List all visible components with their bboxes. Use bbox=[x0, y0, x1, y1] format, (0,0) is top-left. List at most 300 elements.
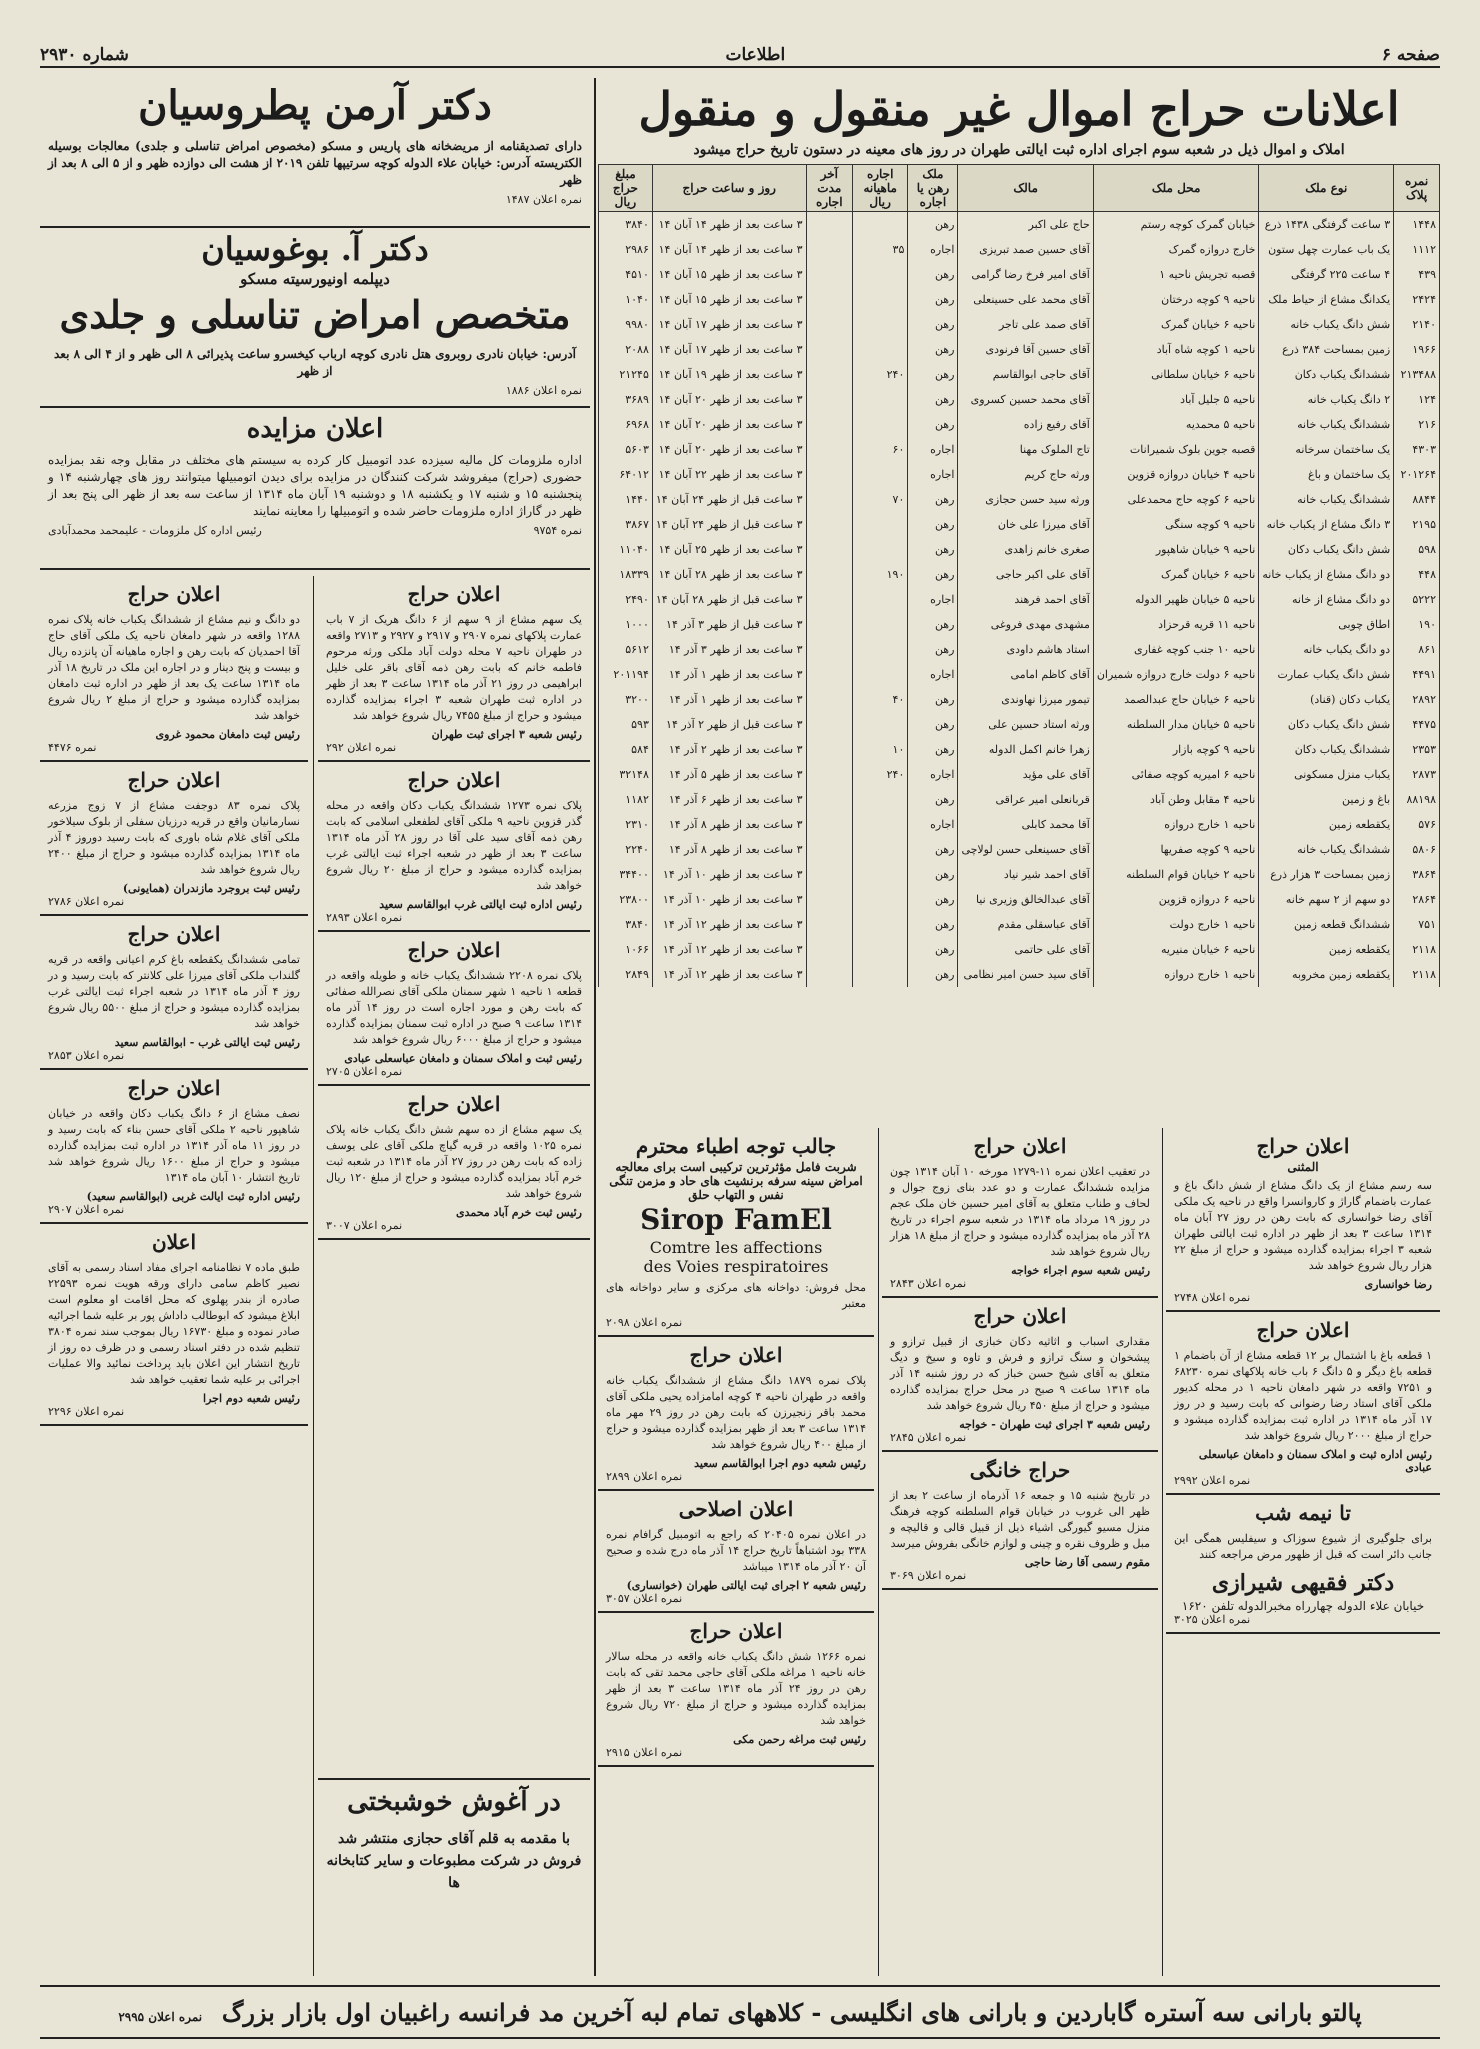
table-cell: ناحیه ۱ خارج دروازه bbox=[1093, 812, 1259, 837]
notice-ref: رضا خوانساری bbox=[1364, 1278, 1432, 1291]
notice-title: جالب توجه اطباء محترم bbox=[635, 1134, 837, 1158]
notice-text: پلاک نمره ۱۸۷۹ دانگ مشاع از ششدانگ یکباب خانه واقعه در طهران ناحیه ۴ کوچه امامزاده یحیی ملکی آقای محمد باقر زنجیرزن که بابت رهن در روز ۲۹ مهر ماه ۱۳۱۴ ساعت ۳ بعد از ظهر بمزایده گذارده میشود و حراج از مبلغ ۴۰۰ ریال شروع خواهد شد bbox=[606, 1374, 867, 1451]
table-cell bbox=[853, 937, 908, 962]
table-cell bbox=[806, 312, 852, 337]
notice-ref: مقوم رسمی آقا رضا حاجی bbox=[1024, 1556, 1150, 1569]
table-cell: ۲۱۳۴۸۸ bbox=[1394, 362, 1440, 387]
table-cell: ناحیه ۱۰ جنب کوچه غفاری bbox=[1093, 637, 1259, 662]
notice-text: محل فروش: دواخانه های مرکزی و سایر دواخانه های معتبر bbox=[606, 1281, 866, 1310]
page-number: صفحه ۶ bbox=[1381, 45, 1440, 65]
notices-column-b bbox=[318, 576, 590, 1706]
notice-ref: رئیس ثبت و املاک سمنان و دامغان عباسعلی عبادی bbox=[344, 1052, 582, 1065]
doctor-ad-boghossian bbox=[40, 226, 590, 408]
table-cell: یکباب منزل مسکونی bbox=[1259, 762, 1394, 787]
table-row bbox=[599, 237, 1440, 262]
table-cell bbox=[806, 962, 852, 987]
table-header-cell: مالک bbox=[958, 165, 1093, 212]
table-cell: ناحیه ۶ دروازه قزوین bbox=[1093, 887, 1259, 912]
table-row bbox=[599, 912, 1440, 937]
table-cell: ناحیه ۹ کوچه درختان bbox=[1093, 287, 1259, 312]
notice-title: اعلان حراج bbox=[127, 1076, 221, 1100]
table-cell: ۲۳۸۰۰ bbox=[599, 887, 653, 912]
table-cell: ۳ ساعت بعد از ظهر ۱۵ آبان ۱۴ bbox=[652, 262, 806, 287]
table-cell: یکقطعه زمین bbox=[1259, 937, 1394, 962]
notice bbox=[1166, 1495, 1440, 1634]
table-cell: ۲۱۹۵ bbox=[1394, 512, 1440, 537]
table-cell: ۶۰ bbox=[853, 437, 908, 462]
table-cell: ۱۰۶۶ bbox=[599, 937, 653, 962]
table-cell: ۳ ساعت بعد از ظهر ۲ آذر ۱۴ bbox=[652, 737, 806, 762]
notice bbox=[598, 1613, 874, 1767]
table-cell: ۱۴۴۸ bbox=[1394, 212, 1440, 238]
notices-column-d bbox=[882, 1128, 1158, 1976]
notice-title: اعلان اصلاحی bbox=[678, 1497, 794, 1521]
notice bbox=[40, 916, 308, 1070]
table-cell bbox=[853, 612, 908, 637]
table-cell: آقای علی مؤید bbox=[958, 762, 1093, 787]
table-cell: ۲۸۶۴ bbox=[1394, 887, 1440, 912]
table-cell: تاج الملوک مهنا bbox=[958, 437, 1093, 462]
bottom-advertisement bbox=[40, 1985, 1440, 2039]
notice bbox=[598, 1128, 874, 1337]
table-row bbox=[599, 637, 1440, 662]
notice-text: نمره ۱۲۶۶ شش دانگ یکباب خانه واقعه در محله سالار خانه ناحیه ۱ مراغه ملکی آقای حاجی محمد تقی که بابت رهن در روز ۲۴ آذر ماه ۱۳۱۴ ساعت ۳ بعد از ظهر بمزایده گذارده میشود و حراج از مبلغ ۷۲۰ ریال شروع خواهد شد bbox=[606, 1650, 867, 1727]
table-cell: ورثه حاج کریم bbox=[958, 462, 1093, 487]
table-cell: اطاق چوبی bbox=[1259, 612, 1394, 637]
table-cell: آقای محمد حسین کسروی bbox=[958, 387, 1093, 412]
table-cell: آقای حسین آقا فرنودی bbox=[958, 337, 1093, 362]
ad2-ref: نمره اعلان ۱۸۸۶ bbox=[505, 384, 582, 397]
table-cell: آقا محمد کابلی bbox=[958, 812, 1093, 837]
table-row bbox=[599, 437, 1440, 462]
table-cell: آقای کاظم امامی bbox=[958, 662, 1093, 687]
table-cell: آقای امیر فرخ رضا گرامی bbox=[958, 262, 1093, 287]
table-cell: ناحیه ۱۱ قریه قرحزاد bbox=[1093, 612, 1259, 637]
notices-column-a bbox=[40, 576, 308, 1976]
notice-text: یک سهم مشاع از ۹ سهم از ۶ دانگ هریک از ۷ باب عمارت پلاکهای نمره ۲۹۰۷ و ۲۹۱۷ و ۲۹۲۷ و ۲۷۱۳ واقعه در طهران ناحیه ۷ محله دولت آباد ملکی ورثه مرحوم فاطمه خانم که بابت رهن ذمه آقای باقر علی خلیل ابراهیمی در روز ۲۱ آذر ماه ۱۳۱۴ ساعت ۳ بعد از ظهر در اداره ثبت طهران شعبه ۳ اجراء بمزایده گذارده میشود و حراج از مبلغ ۷۴۵۵ ریال شروع خواهد شد bbox=[326, 613, 583, 722]
notice-title: حراج خانگی bbox=[969, 1458, 1071, 1482]
table-cell: ناحیه ۶ خیابان گمرک bbox=[1093, 562, 1259, 587]
table-cell: یکقطعه زمین bbox=[1259, 812, 1394, 837]
table-cell: رهن bbox=[908, 212, 958, 238]
table-cell: اجاره bbox=[908, 437, 958, 462]
issue-number: شماره ۲۹۳۰ bbox=[40, 45, 129, 65]
ad3-num: نمره ۹۷۵۴ bbox=[533, 524, 582, 537]
table-cell: ۲۸۴۹ bbox=[599, 962, 653, 987]
table-cell bbox=[806, 412, 852, 437]
notice bbox=[882, 1452, 1158, 1590]
table-cell bbox=[806, 437, 852, 462]
table-cell: ۳ ساعت بعد از ظهر ۱۷ آبان ۱۴ bbox=[652, 337, 806, 362]
table-cell: ۴۳۹ bbox=[1394, 262, 1440, 287]
column-rule bbox=[313, 576, 314, 1976]
table-cell: رهن bbox=[908, 887, 958, 912]
table-cell: ۳ ساعت بعد از ظهر ۲۰ آبان ۱۴ bbox=[652, 412, 806, 437]
table-cell bbox=[853, 412, 908, 437]
table-row bbox=[599, 687, 1440, 712]
notice-text: پلاک نمره ۲۲۰۸ ششدانگ یکباب خانه و طویله واقعه در قطعه ۱ ناحیه ۱ شهر سمنان ملکی آقای نصرالله صفائی که بابت رهن و مورد اجاره است در روز ۱۴ آذر ماه ۱۳۱۴ ساعت ۹ صبح در اداره ثبت سمنان بمزایده گذارده میشود و حراج از مبلغ ۶۰۰۰ ریال شروع خواهد شد bbox=[326, 969, 582, 1046]
table-cell: آقای صمد علی تاجر bbox=[958, 312, 1093, 337]
notice-number: نمره اعلان ۲۹۹۲ bbox=[1174, 1474, 1251, 1487]
ad1-text: دارای تصدیقنامه از مریضخانه های پاریس و مسکو (مخصوص امراض تناسلی و جلدی) معالجات بوسیله الکتریسته آدرس: خیابان علاء الدوله کوچه سرتیپها تلفن ۲۰۱۹ از هشت الی دوازده ظهر و از ۵ الی ۸ بعد از ظهر bbox=[48, 139, 582, 187]
table-cell: ناحیه ۵ جلیل آباد bbox=[1093, 387, 1259, 412]
notice bbox=[40, 576, 308, 762]
table-cell: ۸۶۱ bbox=[1394, 637, 1440, 662]
table-header-cell: اجاره ماهیانه ریال bbox=[853, 165, 908, 212]
table-cell: ناحیه ۴ مقابل وطن آباد bbox=[1093, 787, 1259, 812]
notice-title: اعلان حراج bbox=[407, 768, 501, 792]
ad3-ref: رئیس اداره کل ملزومات - علیمحمد محمدآبادی bbox=[48, 524, 262, 537]
table-header-cell: نمره پلاک bbox=[1394, 165, 1440, 212]
table-cell: ۲۱۱۸ bbox=[1394, 962, 1440, 987]
table-row bbox=[599, 662, 1440, 687]
table-cell bbox=[853, 637, 908, 662]
table-cell: ۳ ساعت بعد از ظهر ۱ آذر ۱۴ bbox=[652, 687, 806, 712]
table-row bbox=[599, 862, 1440, 887]
table-cell bbox=[806, 612, 852, 637]
table-row bbox=[599, 812, 1440, 837]
table-body bbox=[599, 212, 1440, 988]
notice-number: نمره اعلان ۲۷۰۵ bbox=[326, 1065, 403, 1078]
table-cell: ۴۴۷۵ bbox=[1394, 712, 1440, 737]
table-cell: ۲۲۴۰ bbox=[599, 837, 653, 862]
table-cell: رهن bbox=[908, 537, 958, 562]
table-cell bbox=[806, 912, 852, 937]
table-cell: قصبه جوین بلوک شمیرانات bbox=[1093, 437, 1259, 462]
table-cell bbox=[806, 812, 852, 837]
table-cell bbox=[806, 762, 852, 787]
notices-column-e bbox=[1166, 1128, 1440, 1976]
column-rule bbox=[1162, 1128, 1163, 1976]
table-cell: رهن bbox=[908, 387, 958, 412]
table-cell: دو دانگ یکباب خانه bbox=[1259, 637, 1394, 662]
table-row bbox=[599, 362, 1440, 387]
notice-ref: رئیس ثبت مراغه رحمن مکی bbox=[733, 1733, 866, 1746]
table-cell: ناحیه ۶ خیابان حاج عبدالصمد bbox=[1093, 687, 1259, 712]
notice bbox=[882, 1298, 1158, 1452]
table-cell bbox=[806, 212, 852, 238]
table-row bbox=[599, 587, 1440, 612]
table-header-cell: مبلغ حراج ریال bbox=[599, 165, 653, 212]
table-cell: رهن bbox=[908, 487, 958, 512]
notice-ref: رئیس شعبه ۳ اجرای ثبت طهران bbox=[431, 728, 582, 741]
table-cell: ناحیه ۵ خیابان ظهیر الدوله bbox=[1093, 587, 1259, 612]
table-cell: ۳ ساعت بعد از ظهر ۱۴ آبان ۱۴ bbox=[652, 237, 806, 262]
notice-text: تمامی ششدانگ یکقطعه باغ کرم اعیانی واقعه در قریه گلنداب ملکی آقای میرزا علی کلانتر که بابت رسید و در روز ۴ آذر ماه ۱۳۱۴ در شعبه اجراء ثبت ایالتی غرب بمزایده گذارده میشود و حراج از مبلغ ۵۵۰۰ ریال شروع خواهد شد bbox=[48, 953, 301, 1030]
table-cell: ۷۵۱ bbox=[1394, 912, 1440, 937]
table-cell: آقای احمد شیر نیاد bbox=[958, 862, 1093, 887]
table-cell: دو سهم از ۲ سهم خانه bbox=[1259, 887, 1394, 912]
notice-title: اعلان حراج bbox=[973, 1304, 1067, 1328]
notice bbox=[882, 1128, 1158, 1298]
table-cell: ۹۹۸۰ bbox=[599, 312, 653, 337]
notice-ref: رئیس اداره ثبت و املاک سمنان و دامغان عباسعلی عبادی bbox=[1198, 1448, 1432, 1474]
table-cell: رهن bbox=[908, 287, 958, 312]
main-subtitle: املاک و اموال ذیل در شعبه سوم اجرای اداره ثبت ایالتی طهران در روز های معینه در دستون تاریخ حراج میشود bbox=[693, 142, 1345, 158]
table-cell: یک ساختمان و باغ bbox=[1259, 462, 1394, 487]
table-cell: ناحیه ۵ خیابان مدار السلطنه bbox=[1093, 712, 1259, 737]
table-cell: ۲۰۸۸ bbox=[599, 337, 653, 362]
table-cell: ناحیه ۶ دولت خارج دروازه شمیران bbox=[1093, 662, 1259, 687]
notice-number: نمره اعلان ۲۸۴۳ bbox=[890, 1277, 967, 1290]
table-cell: رهن bbox=[908, 912, 958, 937]
table-cell: ۳ ساعت گرفتگی ۱۴۳۸ ذرع bbox=[1259, 212, 1394, 238]
table-cell: رهن bbox=[908, 962, 958, 987]
table-row bbox=[599, 512, 1440, 537]
book-text: با مقدمه به قلم آقای حجازی منتشر شد فروش در شرکت مطبوعات و سایر کتابخانه ها bbox=[326, 1831, 582, 1891]
table-row bbox=[599, 612, 1440, 637]
table-cell: ۲۹۸۶ bbox=[599, 237, 653, 262]
table-cell bbox=[806, 562, 852, 587]
notice-number: نمره اعلان ۲۸۵۳ bbox=[48, 1049, 125, 1062]
table-cell: ۱۱۸۲ bbox=[599, 787, 653, 812]
table-cell: ششدانگ یکباب خانه bbox=[1259, 837, 1394, 862]
notice bbox=[40, 762, 308, 916]
table-header-cell: آخر مدت اجاره bbox=[806, 165, 852, 212]
table-cell: رهن bbox=[908, 687, 958, 712]
table-cell: ۷۰ bbox=[853, 487, 908, 512]
column-rule bbox=[878, 1128, 879, 1976]
table-cell bbox=[853, 812, 908, 837]
bottom-ad-text: پالتو بارانی سه آستره گاباردین و بارانی های انگلیسی - کلاههای تمام لبه آخرین مد فرانسه راغبیان اول بازار بزرگ bbox=[221, 1998, 1362, 2027]
table-cell: ۳۲۰۰ bbox=[599, 687, 653, 712]
table-cell: قصبه تجریش ناحیه ۱ bbox=[1093, 262, 1259, 287]
table-cell: رهن bbox=[908, 612, 958, 637]
table-cell: ۵۸۴ bbox=[599, 737, 653, 762]
table-row bbox=[599, 737, 1440, 762]
table-cell: ۵۷۶ bbox=[1394, 812, 1440, 837]
table-cell bbox=[806, 287, 852, 312]
ad2-specialty: متخصص امراض تناسلی و جلدی bbox=[59, 292, 571, 337]
notice-text: در تاریخ شنبه ۱۵ و جمعه ۱۶ آذرماه از ساعت ۲ بعد از ظهر الی غروب در خیابان قوام السلطنه کوچه فرهنگ منزل مسیو گیورگی اشیاء ذیل از قبیل قالی و قالیچه و مبل و ظروف نقره و چینی و لوازم خانگی بفروش میرسد bbox=[890, 1489, 1151, 1550]
notice-number: نمره اعلان ۲۷۸۶ bbox=[48, 895, 125, 908]
notice-text: مقداری اسباب و اثاثیه دکان خبازی از قبیل ترازو و پیشخوان و سنگ ترازو و فرش و تاوه و سیخ و دیگ متعلق به آقای شیخ حسن خباز که در روز شنبه ۱۴ آذر ماه ۱۳۱۴ ساعت ۹ صبح در محل حراج بمزایده گذارده میشود و حراج از مبلغ ۴۵۰ ریال شروع خواهد شد bbox=[890, 1335, 1150, 1412]
ad2-title: دکتر آ. بوغوسیان bbox=[201, 230, 429, 268]
table-row bbox=[599, 712, 1440, 737]
notice-number: نمره اعلان ۳۰۰۷ bbox=[326, 1219, 403, 1232]
notice-latin: des Voies respiratoires bbox=[643, 1257, 829, 1276]
notice-title: اعلان حراج bbox=[127, 922, 221, 946]
notice-title: اعلان حراج bbox=[973, 1134, 1067, 1158]
notice-title: اعلان حراج bbox=[689, 1619, 783, 1643]
table-cell bbox=[806, 887, 852, 912]
table-cell: قربانعلی امیر عراقی bbox=[958, 787, 1093, 812]
notice-title: اعلان حراج bbox=[1256, 1134, 1350, 1158]
notice-ref: رئیس شعبه دوم اجرا bbox=[203, 1392, 300, 1405]
table-cell: ۴۴۸ bbox=[1394, 562, 1440, 587]
table-cell: ۲۳۱۰ bbox=[599, 812, 653, 837]
table-cell: ۲ دانگ یکباب خانه bbox=[1259, 387, 1394, 412]
table-cell: ۳ ساعت بعد از ظهر ۲۲ آبان ۱۴ bbox=[652, 462, 806, 487]
notices-column-c bbox=[598, 1128, 874, 1976]
table-cell: ۳۲۱۴۸ bbox=[599, 762, 653, 787]
table-cell bbox=[853, 537, 908, 562]
notice-number: نمره اعلان ۲۷۴۸ bbox=[1174, 1291, 1251, 1304]
table-cell: زمین بمساحت ۳ هزار ذرع bbox=[1259, 862, 1394, 887]
notice-number: نمره اعلان ۲۸۹۳ bbox=[326, 911, 403, 924]
table-cell bbox=[806, 862, 852, 887]
table-row bbox=[599, 562, 1440, 587]
notice bbox=[1166, 1128, 1440, 1312]
table-cell: خارج دروازه گمرک bbox=[1093, 237, 1259, 262]
table-cell: ورثه سید حسن حجازی bbox=[958, 487, 1093, 512]
table-cell: ۸۸۴۴ bbox=[1394, 487, 1440, 512]
table-cell: آقای عباسقلی مقدم bbox=[958, 912, 1093, 937]
table-cell: ۲۱۴۰ bbox=[1394, 312, 1440, 337]
notice-text: ۱ قطعه باغ با اشتمال بر ۱۲ قطعه مشاع از آن باضمام ۱ قطعه باغ دیگر و ۵ دانگ ۶ باب خانه پلاکهای نمره ۶۸۲۳۰ و ۷۲۵۱ واقعه در شهر دامغان ناحیه ۱ در محله کدیور ملکی آقای استاد رضا رضوانی که بابت رسید و در روز ۱۷ آذر ماه ۱۳۱۴ در اداره ثبت بمزایده گذارده میشود و حراج از مبلغ ۲۰۰۰ ریال شروع خواهد شد bbox=[1174, 1349, 1433, 1442]
table-row bbox=[599, 887, 1440, 912]
table-cell: ناحیه ۹ کوچه سنگی bbox=[1093, 512, 1259, 537]
notice bbox=[598, 1491, 874, 1613]
table-cell: ۵۶۰۳ bbox=[599, 437, 653, 462]
table-cell: رهن bbox=[908, 712, 958, 737]
table-cell bbox=[806, 737, 852, 762]
table-cell: ۱۰ bbox=[853, 737, 908, 762]
table-cell: ناحیه ۲ خیابان قوام السلطنه bbox=[1093, 862, 1259, 887]
table-cell: زهرا خانم اکمل الدوله bbox=[958, 737, 1093, 762]
ad1-title: دکتر آرمن پطروسیان bbox=[138, 82, 492, 129]
notice-text: در اعلان نمره ۲۰۴۰۵ که راجع به اتومبیل گرافام نمره ۳۳۸ بود اشتباهاً تاریخ حراج ۱۴ آذر ماه درج شده و صحیح آن ۲۰ آذر ماه ۱۳۱۴ میباشد bbox=[606, 1528, 867, 1573]
table-cell: ناحیه ۹ کوچه بازار bbox=[1093, 737, 1259, 762]
table-cell: دو دانگ مشاع از خانه bbox=[1259, 587, 1394, 612]
table-cell bbox=[806, 837, 852, 862]
table-cell: رهن bbox=[908, 312, 958, 337]
table-cell: رهن bbox=[908, 512, 958, 537]
table-cell: آقای حسینعلی حسن لولاچی bbox=[958, 837, 1093, 862]
table-cell: ۳۸۶۴ bbox=[1394, 862, 1440, 887]
notice-text: دو دانگ و نیم مشاع از ششدانگ یکباب خانه پلاک نمره ۱۲۸۸ واقعه در شهر دامغان ناحیه یک ملکی آقای حاج آقا احمدیان که بابت رهن و اجاره ماهیانه آن پانزده ریال و بیست و پنج دینار و در اجاره این ملک در تاریخ ۱۸ آذر ماه ۱۳۱۴ ساعت یک بعد از ظهر در اداره ثبت دامغان بمزایده گذارده میشود و حراج از مبلغ ۲ ریال شروع خواهد شد bbox=[48, 613, 301, 722]
table-cell: آقای علی حاتمی bbox=[958, 937, 1093, 962]
table-cell: رهن bbox=[908, 337, 958, 362]
table-cell: ۳ ساعت بعد از ظهر ۸ آذر ۱۴ bbox=[652, 837, 806, 862]
table-cell bbox=[853, 312, 908, 337]
table-cell bbox=[853, 712, 908, 737]
table-cell: ۳۸۴۰ bbox=[599, 212, 653, 238]
table-cell: ۱۹۰ bbox=[1394, 612, 1440, 637]
table-cell: آقای علی اکبر حاجی bbox=[958, 562, 1093, 587]
table-cell: ۱۹۰ bbox=[853, 562, 908, 587]
table-cell: رهن bbox=[908, 862, 958, 887]
table-cell: ۳ ساعت قبل از ظهر ۲۴ آبان ۱۴ bbox=[652, 487, 806, 512]
table-cell: ۳ ساعت بعد از ظهر ۱۴ آبان ۱۴ bbox=[652, 212, 806, 238]
table-cell: ۱۸۳۳۹ bbox=[599, 562, 653, 587]
table-cell: ۵۶۱۲ bbox=[599, 637, 653, 662]
table-cell bbox=[806, 237, 852, 262]
table-cell bbox=[806, 712, 852, 737]
table-cell: ۳ ساعت قبل از ظهر ۲ آذر ۱۴ bbox=[652, 712, 806, 737]
table-cell: صغری خانم زاهدی bbox=[958, 537, 1093, 562]
table-cell: ۳ ساعت بعد از ظهر ۱ آذر ۱۴ bbox=[652, 662, 806, 687]
table-cell: رهن bbox=[908, 412, 958, 437]
table-cell bbox=[853, 962, 908, 987]
table-cell: یکدانگ مشاع از حیاط ملک bbox=[1259, 287, 1394, 312]
table-row bbox=[599, 412, 1440, 437]
table-cell: ۳ ساعت بعد از ظهر ۳ آذر ۱۴ bbox=[652, 637, 806, 662]
table-cell: ناحیه ۹ کوچه صفریها bbox=[1093, 837, 1259, 862]
table-cell: ۱۰۴۰ bbox=[599, 287, 653, 312]
table-cell bbox=[853, 887, 908, 912]
notice-ref: رئیس شعبه دوم اجرا ابوالقاسم سعید bbox=[694, 1457, 866, 1470]
table-cell: ۳ ساعت بعد از ظهر ۱۲ آذر ۱۴ bbox=[652, 962, 806, 987]
notice-number: نمره اعلان ۲۹۲ bbox=[326, 741, 397, 754]
table-cell: مشهدی مهدی فروغی bbox=[958, 612, 1093, 637]
table-cell bbox=[853, 912, 908, 937]
table-cell bbox=[806, 512, 852, 537]
table-cell: ششدانگ یکباب خانه bbox=[1259, 487, 1394, 512]
table-cell: ۶۹۶۸ bbox=[599, 412, 653, 437]
table-cell bbox=[806, 687, 852, 712]
table-cell: ۲۴۰ bbox=[853, 362, 908, 387]
table-cell bbox=[806, 637, 852, 662]
table-cell: ۲۰۱۱۹۴ bbox=[599, 662, 653, 687]
table-cell: ۵۸۰۶ bbox=[1394, 837, 1440, 862]
table-cell: ناحیه ۶ کوچه حاج محمدعلی bbox=[1093, 487, 1259, 512]
notice-latin: Comtre les affections bbox=[649, 1238, 823, 1257]
table-cell: حاج علی اکبر bbox=[958, 212, 1093, 238]
table-cell: آقای میرزا علی خان bbox=[958, 512, 1093, 537]
notice-number: نمره اعلان ۳۰۵۷ bbox=[606, 1592, 683, 1605]
table-cell: رهن bbox=[908, 262, 958, 287]
notice-title: اعلان حراج bbox=[1256, 1318, 1350, 1342]
table-cell: اجاره bbox=[908, 812, 958, 837]
notice-address: خیابان علاء الدوله چهارراه مخبرالدوله تلفن ۱۶۲۰ bbox=[1181, 1599, 1425, 1613]
table-cell: ۲۴۲۴ bbox=[1394, 287, 1440, 312]
table-cell: ۸۸۱۹۸ bbox=[1394, 787, 1440, 812]
table-cell: ۳ ساعت بعد از ظهر ۸ آذر ۱۴ bbox=[652, 812, 806, 837]
table-header-cell: روز و ساعت حراج bbox=[652, 165, 806, 212]
table-cell: ۲۸۷۳ bbox=[1394, 762, 1440, 787]
table-cell: ۴۳۰۳ bbox=[1394, 437, 1440, 462]
table-row bbox=[599, 212, 1440, 238]
notice-title: تا نیمه شب bbox=[1255, 1501, 1351, 1525]
auction-notice bbox=[40, 410, 590, 570]
table-cell: ۴ ساعت ۲۲۵ گرفتگی bbox=[1259, 262, 1394, 287]
notice-ref: رئیس ثبت خرم آباد محمدی bbox=[455, 1206, 582, 1219]
notice-text: نصف مشاع از ۶ دانگ یکباب دکان واقعه در خیابان شاهپور ناحیه ۲ ملکی آقای حسن بناء که بابت رسید و در روز ۱۱ ماه آذر ۱۳۱۴ در اداره ثبت بمزایده گذارده میشود و حراج از مبلغ ۱۶۰۰ ریال شروع خواهد شد تاریخ انتشار ۱۰ آبان ماه ۱۳۱۴ bbox=[48, 1107, 301, 1184]
table-cell: یکباب دکان (قناد) bbox=[1259, 687, 1394, 712]
main-title: اعلانات حراج اموال غیر منقول و منقول bbox=[638, 82, 1400, 136]
table-cell: ۳ ساعت بعد از ظهر ۱۷ آبان ۱۴ bbox=[652, 312, 806, 337]
notice-number: نمره اعلان ۲۹۱۵ bbox=[606, 1746, 683, 1759]
table-cell: ۲۸۹۲ bbox=[1394, 687, 1440, 712]
table-cell: آقای محمد علی حسینعلی bbox=[958, 287, 1093, 312]
table-cell: ۴۰ bbox=[853, 687, 908, 712]
table-cell bbox=[806, 487, 852, 512]
table-cell: اجاره bbox=[908, 662, 958, 687]
table-cell: ۱۹۶۶ bbox=[1394, 337, 1440, 362]
notice-title: اعلان حراج bbox=[407, 582, 501, 606]
notice-ref: رئیس شعبه ۲ اجرای ثبت ایالتی طهران (خوانساری) bbox=[626, 1579, 866, 1592]
ad2-text: آدرس: خیابان نادری روبروی هتل نادری کوچه ارباب کیخسرو ساعت پذیرائی ۸ الی ظهر و از ۴ الی ۸ بعد از ظهر bbox=[54, 347, 576, 378]
notice-title: اعلان حراج bbox=[407, 1092, 501, 1116]
table-cell bbox=[853, 837, 908, 862]
table-cell: ۲۱۱۸ bbox=[1394, 937, 1440, 962]
table-cell bbox=[853, 212, 908, 238]
table-cell: شش دانگ یکباب عمارت bbox=[1259, 662, 1394, 687]
table-cell bbox=[806, 787, 852, 812]
notice-number: نمره اعلان ۲۰۹۸ bbox=[606, 1316, 683, 1329]
notice bbox=[318, 932, 590, 1086]
table-cell: ۲۴۹۰ bbox=[599, 587, 653, 612]
table-cell: ۱۲۴ bbox=[1394, 387, 1440, 412]
notice-number: نمره اعلان ۲۹۰۷ bbox=[48, 1203, 125, 1216]
table-cell: ناحیه ۶ امیریه کوچه صفائی bbox=[1093, 762, 1259, 787]
ad3-text: اداره ملزومات کل مالیه سیزده عدد اتومبیل کار کرده به سیستم های مختلف در مقابل وجه نقد بمزایده حضوری (حراج) میفروشد شرکت کنندگان در مزایده برای دیدن اتومبیلها میتوانند روز های چهارشنبه ۱۴ و پنجشنبه ۱۵ و شنبه ۱۷ و یکشنبه ۱۸ و دوشنبه ۱۹ آبان ماه ۱۳۱۴ از ساعت سه بعد از ظهر الی پنج بعد از ظهر در گاراژ اداره ملزومات حاضر شده و اتومبیلها را معاینه نمایند bbox=[48, 453, 583, 518]
notice-title: اعلان حراج bbox=[127, 582, 221, 606]
notice-ref: رئیس اداره ثبت ایالتی غرب ابوالقاسم سعید bbox=[379, 898, 582, 911]
table-cell bbox=[853, 387, 908, 412]
table-row bbox=[599, 787, 1440, 812]
